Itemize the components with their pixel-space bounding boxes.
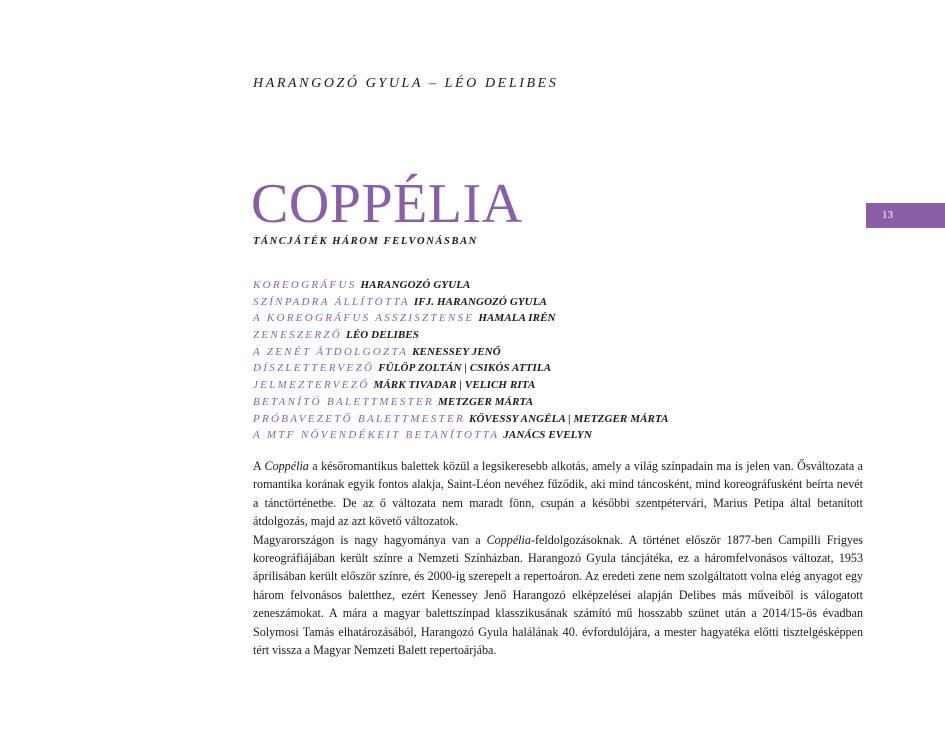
body-text [253, 457, 863, 659]
credit-row [253, 393, 669, 410]
page-number: 13 [882, 209, 893, 221]
credit-role: KOREOGRÁFUS [253, 279, 357, 291]
credit-name: JANÁCS EVELYN [503, 429, 592, 442]
paragraph-2 [253, 531, 863, 660]
credit-row [253, 326, 669, 343]
credit-role: BETANÍTÓ BALETTMESTER [253, 395, 435, 408]
page-title: COPPÉLIA [251, 173, 523, 235]
credit-role: PRÓBAVEZETŐ BALETTMESTER [253, 412, 466, 425]
credit-name: HAMALA IRÉN [478, 312, 556, 325]
credit-role: DÍSZLETTERVEZŐ [253, 362, 375, 375]
credit-role: ZENESZERZŐ [253, 329, 343, 342]
credit-name: MÁRK TIVADAR | VELICH RITA [373, 379, 536, 392]
credit-role: A KOREOGRÁFUS ASSZISZTENSE [253, 312, 475, 325]
credit-row [253, 410, 669, 427]
text-run: A [253, 459, 265, 473]
credit-name: KÖVESSY ANGÉLA | METZGER MÁRTA [469, 412, 669, 425]
credit-row [253, 293, 669, 310]
page-subtitle: TÁNCJÁTÉK HÁROM FELVONÁSBAN [253, 236, 478, 247]
credit-name: KENESSEY JENŐ [412, 345, 501, 358]
credit-name: METZGER MÁRTA [438, 395, 534, 408]
credit-role: A ZENÉT ÁTDOLGOZTA [253, 345, 409, 358]
credit-row [253, 376, 669, 393]
credits-list [253, 276, 669, 443]
credit-row [253, 359, 669, 376]
running-head: HARANGOZÓ GYULA – LÉO DELIBES [253, 76, 559, 91]
credit-role: SZÍNPADRA ÁLLÍTOTTA [253, 295, 410, 308]
credit-row [253, 276, 669, 293]
work-title: Coppélia [486, 532, 531, 547]
credit-name: FÜLÖP ZOLTÁN | CSIKÓS ATTILA [378, 362, 552, 375]
work-title: Coppélia [264, 459, 309, 473]
credit-name: LÉO DELIBES [346, 329, 419, 342]
credit-row [253, 309, 669, 326]
credit-name: HARANGOZÓ GYULA [360, 279, 471, 291]
paragraph-1 [253, 457, 863, 531]
text-run: Magyarországon is nagy hagyománya van a [253, 532, 487, 547]
credit-row [253, 343, 669, 360]
credit-row [253, 426, 669, 443]
credit-role: A MTF NÖVENDÉKEIT BETANÍTOTTA [253, 429, 500, 442]
credit-role: JELMEZTERVEZŐ [253, 379, 370, 392]
text-run: -feldolgozásoknak. A történet először 1877-ben Campilli Frigyes koreográfiájában került színre a Nemzeti Színházban. Harangozó Gyula táncjátéka, ez a háromfelvonásos változat, 1953 áprilisában került először színre, és 2000-ig szerepelt a repertoáron. Az eredeti zene nem szolgáltatott volna elég anyagot egy három felvonásos baletthez, ezért Kenessey Jenő Harangozó elképzelései alapján Delibes más műveiből is válogatott zeneszámokat. A mára a magyar balettszínpad klasszikusának számító mű hosszabb szünet után a 2014/15-ös évadban Solymosi Tamás elhatározásából, Harangozó Gyula halálának 40. évfordulójára, a mester hagyatéka előtti tisztelgésképpen tért vissza a Magyar Nemzeti Balett repertoárjába. [253, 532, 863, 658]
page-number-tab [866, 203, 945, 228]
text-run: a későromantikus balettek közül a legsikeresebb alkotás, amely a világ színpadain ma is jelen van. Ősváltozata a romantika korának egyik fontos alakja, Saint-Léon nevéhez fűződik, aki mind táncosként, mind koreográfusként beírta nevét a tánctörténetbe. De az ő változata nem maradt fönn, csupán a későbbi szentpétervári, Marius Petipa által betanított átdolgozás, majd az azt követő változatok. [253, 459, 864, 529]
credit-name: IFJ. HARANGOZÓ GYULA [413, 295, 547, 308]
